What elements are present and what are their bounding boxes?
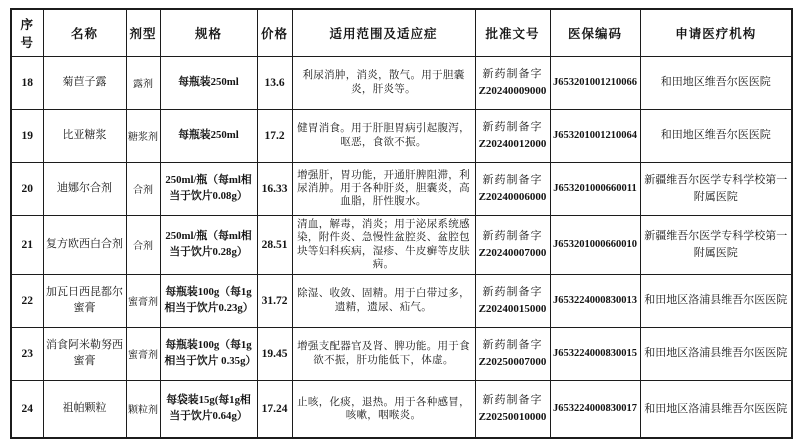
approval-code-text: Z20250010000 [478, 410, 547, 423]
column-header-insurance-code: 医保编码 [550, 9, 640, 56]
cell-indications: 除湿、收敛、固精。用于白带过多，遗精，遗尿、疝气。 [292, 274, 475, 327]
cell-specification: 每瓶装100g（每1g相当于饮片 0.35g） [160, 327, 257, 380]
approval-prefix-text: 新药制备字 [482, 121, 543, 133]
cell-serial-number: 22 [11, 274, 43, 327]
cell-insurance-code: J653201001210066 [550, 56, 640, 109]
cell-specification: 250ml/瓶（每ml相当于饮片0.08g） [160, 162, 257, 215]
cell-price: 28.51 [257, 215, 292, 274]
cell-specification: 每瓶装250ml [160, 109, 257, 162]
approval-prefix-text: 新药制备字 [482, 286, 543, 298]
cell-dosage-form: 合剂 [126, 215, 160, 274]
cell-institution: 新疆维吾尔医学专科学校第一附属医院 [640, 215, 792, 274]
approval-code-text: Z20250007000 [478, 355, 547, 368]
column-header-price: 价格 [257, 9, 292, 56]
cell-approval-number [475, 380, 550, 438]
cell-dosage-form: 糖浆剂 [126, 109, 160, 162]
cell-drug-name: 迪娜尔合剂 [43, 162, 126, 215]
cell-price: 19.45 [257, 327, 292, 380]
cell-indications: 健胃消食。用于肝胆胃病引起腹泻，呕恶，食欲不振。 [292, 109, 475, 162]
cell-dosage-form: 蜜膏剂 [126, 327, 160, 380]
cell-serial-number: 18 [11, 56, 43, 109]
cell-price: 17.2 [257, 109, 292, 162]
cell-specification: 每瓶装250ml [160, 56, 257, 109]
cell-approval-number [475, 56, 550, 109]
cell-price: 13.6 [257, 56, 292, 109]
table-row [11, 274, 792, 327]
cell-specification: 每瓶装100g（每1g相当于饮片0.23g） [160, 274, 257, 327]
approval-code-text: Z20240009000 [478, 84, 547, 97]
column-header-dosage-form: 剂型 [126, 9, 160, 56]
cell-serial-number: 20 [11, 162, 43, 215]
header-row [11, 9, 792, 56]
cell-insurance-code: J653201001210064 [550, 109, 640, 162]
cell-dosage-form: 合剂 [126, 162, 160, 215]
approval-prefix-text: 新药制备字 [482, 68, 543, 80]
cell-drug-name: 复方欧西白合剂 [43, 215, 126, 274]
cell-insurance-code: J653224000830013 [550, 274, 640, 327]
cell-serial-number: 21 [11, 215, 43, 274]
table-row [11, 56, 792, 109]
cell-insurance-code: J653224000830017 [550, 380, 640, 438]
table-row [11, 109, 792, 162]
cell-institution: 新疆维吾尔医学专科学校第一附属医院 [640, 162, 792, 215]
table-row [11, 327, 792, 380]
cell-drug-name: 加瓦日西昆都尔蜜膏 [43, 274, 126, 327]
approval-code-text: Z20240006000 [478, 190, 547, 203]
cell-institution: 和田地区洛浦县维吾尔医医院 [640, 327, 792, 380]
cell-serial-number: 19 [11, 109, 43, 162]
cell-drug-name: 菊苣子露 [43, 56, 126, 109]
drug-approval-table [10, 8, 793, 439]
cell-specification: 每袋装15g(每1g相当于饮片0.64g） [160, 380, 257, 438]
cell-insurance-code: J653224000830015 [550, 327, 640, 380]
cell-serial-number: 24 [11, 380, 43, 438]
cell-drug-name: 比亚糖浆 [43, 109, 126, 162]
cell-indications: 增强肝，胃功能，开通肝脾阻滞，利尿消肿。用于各种肝炎，胆囊炎，高血脂，肝性腹水。 [292, 162, 475, 215]
column-header-institution: 申请医疗机构 [640, 9, 792, 56]
cell-indications: 利尿消肿，消炎，散气。用于胆囊炎，肝炎等。 [292, 56, 475, 109]
cell-insurance-code: J653201000660011 [550, 162, 640, 215]
cell-approval-number [475, 162, 550, 215]
cell-price: 31.72 [257, 274, 292, 327]
cell-dosage-form: 蜜膏剂 [126, 274, 160, 327]
cell-institution: 和田地区维吾尔医医院 [640, 109, 792, 162]
table-row [11, 380, 792, 438]
column-header-drug-name: 名称 [43, 9, 126, 56]
column-header-indications: 适用范围及适应症 [292, 9, 475, 56]
cell-institution: 和田地区维吾尔医医院 [640, 56, 792, 109]
cell-institution: 和田地区洛浦县维吾尔医医院 [640, 274, 792, 327]
approval-prefix-text: 新药制备字 [482, 230, 543, 242]
cell-institution: 和田地区洛浦县维吾尔医医院 [640, 380, 792, 438]
approval-code-text: Z20240007000 [478, 246, 547, 259]
column-header-serial-number: 序号 [11, 9, 43, 56]
approval-code-text: Z20240015000 [478, 302, 547, 315]
cell-dosage-form: 露剂 [126, 56, 160, 109]
table-row [11, 215, 792, 274]
cell-indications: 止咳，化痰，退热。用于各种感冒，咳嗽，咽喉炎。 [292, 380, 475, 438]
cell-specification: 250ml/瓶（每ml相当于饮片0.28g） [160, 215, 257, 274]
cell-approval-number [475, 274, 550, 327]
approval-prefix-text: 新药制备字 [482, 174, 543, 186]
cell-dosage-form: 颗粒剂 [126, 380, 160, 438]
cell-serial-number: 23 [11, 327, 43, 380]
cell-approval-number [475, 109, 550, 162]
cell-insurance-code: J653201000660010 [550, 215, 640, 274]
cell-drug-name: 消食阿米勒努西蜜膏 [43, 327, 126, 380]
cell-indications: 增强支配器官及肾、脾功能。用于食欲不振，肝功能低下，体虚。 [292, 327, 475, 380]
approval-prefix-text: 新药制备字 [482, 394, 543, 407]
column-header-specification: 规格 [160, 9, 257, 56]
cell-approval-number [475, 215, 550, 274]
column-header-approval-number: 批准文号 [475, 9, 550, 56]
cell-approval-number [475, 327, 550, 380]
cell-drug-name: 祖帕颗粒 [43, 380, 126, 438]
cell-price: 17.24 [257, 380, 292, 438]
cell-price: 16.33 [257, 162, 292, 215]
cell-indications: 清血，解毒，消炎；用于泌尿系统感染，附件炎、急慢性盆腔炎、盆腔包块等妇科疾病，湿疹、牛皮癣等皮肤病。 [292, 215, 475, 274]
approval-prefix-text: 新药制备字 [482, 339, 543, 351]
approval-code-text: Z20240012000 [478, 137, 547, 150]
table-row [11, 162, 792, 215]
